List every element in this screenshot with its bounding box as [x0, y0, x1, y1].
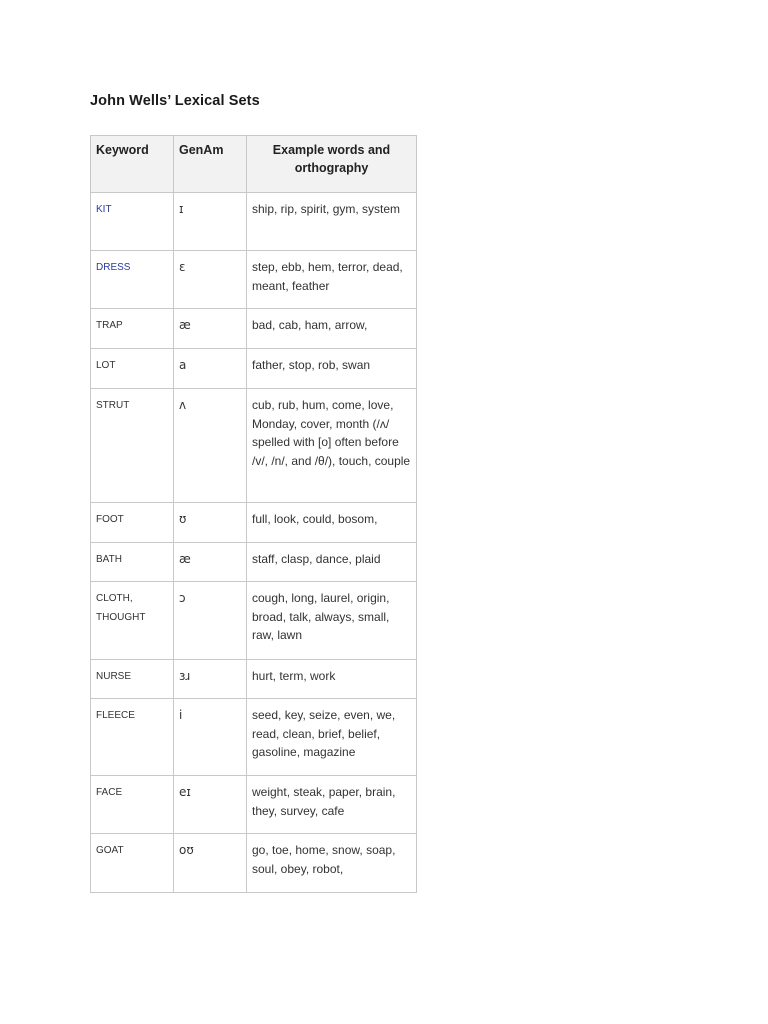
keyword-cloth-thought: CLOTH, THOUGHT — [91, 582, 174, 660]
keyword-bath: BATH — [91, 543, 174, 582]
header-examples: Example words and orthography — [247, 136, 417, 193]
examples-cell: staff, clasp, dance, plaid — [247, 543, 417, 582]
table-row — [91, 309, 417, 349]
ipa-cell: æ — [174, 309, 247, 349]
table-row — [91, 776, 417, 834]
keyword-foot: FOOT — [91, 503, 174, 543]
examples-cell: cub, rub, hum, come, love, Monday, cover, month (/ʌ/ spelled with [o] often before /v/, /n/, and /θ/), touch, couple — [247, 389, 417, 503]
examples-cell: father, stop, rob, swan — [247, 349, 417, 389]
ipa-cell: ɔ — [174, 582, 247, 660]
header-genam: GenAm — [174, 136, 247, 193]
keyword-kit[interactable]: KIT — [91, 193, 174, 251]
examples-cell: bad, cab, ham, arrow, — [247, 309, 417, 349]
table-header-row — [91, 136, 417, 193]
examples-cell: ship, rip, spirit, gym, system — [247, 193, 417, 251]
table-row — [91, 389, 417, 503]
table-row — [91, 543, 417, 582]
ipa-cell: eɪ — [174, 776, 247, 834]
keyword-goat: GOAT — [91, 834, 174, 893]
ipa-cell: ʌ — [174, 389, 247, 503]
examples-cell: cough, long, laurel, origin, broad, talk, always, small, raw, lawn — [247, 582, 417, 660]
ipa-cell: ɛ — [174, 251, 247, 309]
table-row — [91, 660, 417, 699]
table-row — [91, 582, 417, 660]
ipa-cell: oʊ — [174, 834, 247, 893]
ipa-cell: a — [174, 349, 247, 389]
ipa-cell: ʊ — [174, 503, 247, 543]
examples-cell: full, look, could, bosom, — [247, 503, 417, 543]
page-title: John Wells’ Lexical Sets — [90, 93, 260, 109]
examples-cell: weight, steak, paper, brain, they, survey, cafe — [247, 776, 417, 834]
table-row — [91, 834, 417, 893]
keyword-face: FACE — [91, 776, 174, 834]
keyword-dress[interactable]: DRESS — [91, 251, 174, 309]
keyword-strut: STRUT — [91, 389, 174, 503]
ipa-cell: ɪ — [174, 193, 247, 251]
table-row — [91, 699, 417, 776]
header-keyword: Keyword — [91, 136, 174, 193]
table-row — [91, 503, 417, 543]
examples-cell: go, toe, home, snow, soap, soul, obey, robot, — [247, 834, 417, 893]
keyword-fleece: FLEECE — [91, 699, 174, 776]
keyword-lot: LOT — [91, 349, 174, 389]
keyword-nurse: NURSE — [91, 660, 174, 699]
examples-cell: hurt, term, work — [247, 660, 417, 699]
ipa-cell: æ — [174, 543, 247, 582]
table-row — [91, 251, 417, 309]
table-row — [91, 349, 417, 389]
examples-cell: seed, key, seize, even, we, read, clean, brief, belief, gasoline, magazine — [247, 699, 417, 776]
ipa-cell: ɜɹ — [174, 660, 247, 699]
keyword-trap: TRAP — [91, 309, 174, 349]
lexical-sets-table — [90, 135, 417, 893]
ipa-cell: i — [174, 699, 247, 776]
table-row — [91, 193, 417, 251]
examples-cell: step, ebb, hem, terror, dead, meant, feather — [247, 251, 417, 309]
